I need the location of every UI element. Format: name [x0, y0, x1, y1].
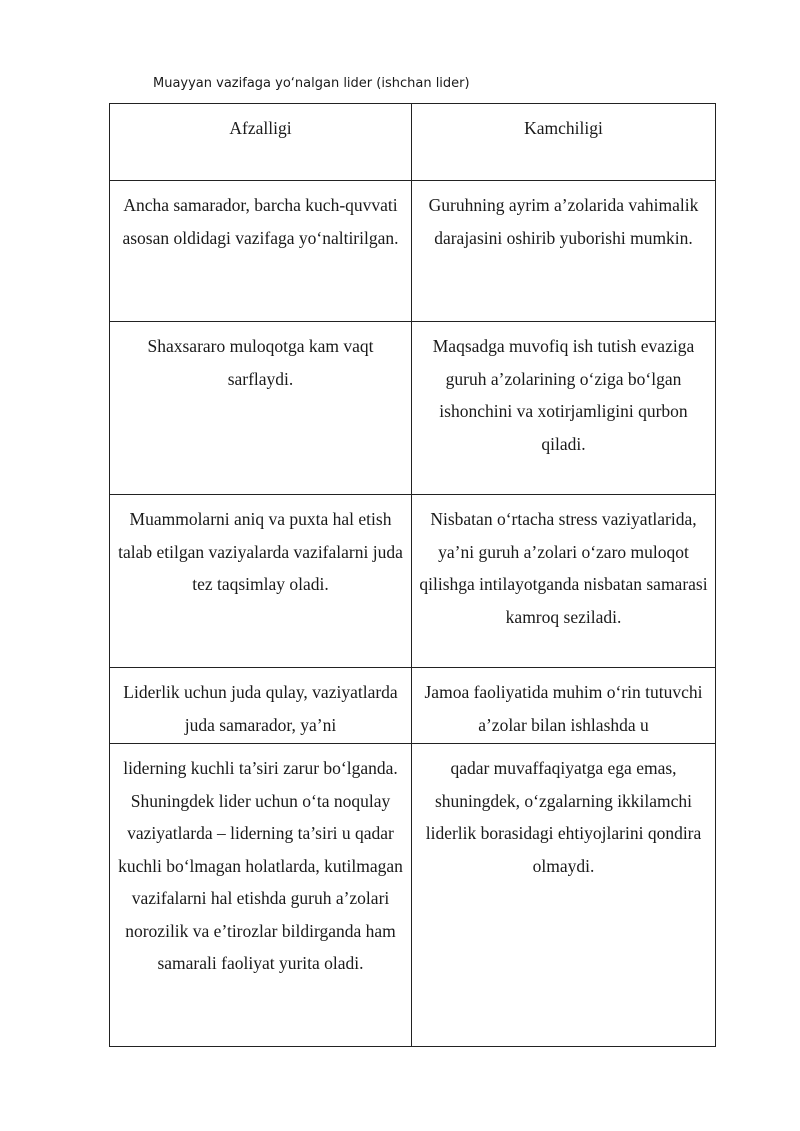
advantage-cell: liderning kuchli ta’siri zarur bo‘lganda. Shuningdek lider uchun o‘ta noqulay vaziyatlarda – liderning ta’siri u qadar kuchli bo‘lmagan holatlarda, kutilmagan vazifalarni hal etishda guruh a’zolari norozilik va e’tirozlar bildirganda ham samarali faoliyat yurita oladi. [110, 744, 412, 1047]
disadvantage-cell: Maqsadga muvofiq ish tutish evaziga guruh a’zolarining o‘ziga bo‘lgan ishonchini va xotirjamligini qurbon qiladi. [412, 322, 716, 495]
table-row [110, 744, 716, 1047]
disadvantage-cell: Nisbatan o‘rtacha stress vaziyatlarida, ya’ni guruh a’zolari o‘zaro muloqot qilishga intilayotganda nisbatan samarasi kamroq seziladi. [412, 495, 716, 668]
table-row [110, 668, 716, 744]
table-header-row [110, 104, 716, 181]
table-row [110, 495, 716, 668]
advantage-cell: Shaxsararo muloqotga kam vaqt sarflaydi. [110, 322, 412, 495]
table-caption: Muayyan vazifaga yo‘nalgan lider (ishchan lider) [153, 76, 470, 91]
header-disadvantages: Kamchiligi [412, 104, 716, 181]
advantage-cell: Liderlik uchun juda qulay, vaziyatlarda juda samarador, ya’ni [110, 668, 412, 744]
disadvantage-cell: Jamoa faoliyatida muhim o‘rin tutuvchi a’zolar bilan ishlashda u [412, 668, 716, 744]
table-row [110, 181, 716, 322]
disadvantage-cell: qadar muvaffaqiyatga ega emas, shuningdek, o‘zgalarning ikkilamchi liderlik borasidagi ehtiyojlarini qondira olmaydi. [412, 744, 716, 1047]
disadvantage-cell: Guruhning ayrim a’zolarida vahimalik darajasini oshirib yuborishi mumkin. [412, 181, 716, 322]
table-row [110, 322, 716, 495]
advantage-cell: Ancha samarador, barcha kuch-quvvati asosan oldidagi vazifaga yo‘naltirilgan. [110, 181, 412, 322]
header-advantages: Afzalligi [110, 104, 412, 181]
advantage-cell: Muammolarni aniq va puxta hal etish talab etilgan vaziyalarda vazifalarni juda tez taqsimlay oladi. [110, 495, 412, 668]
comparison-table [109, 103, 716, 1047]
